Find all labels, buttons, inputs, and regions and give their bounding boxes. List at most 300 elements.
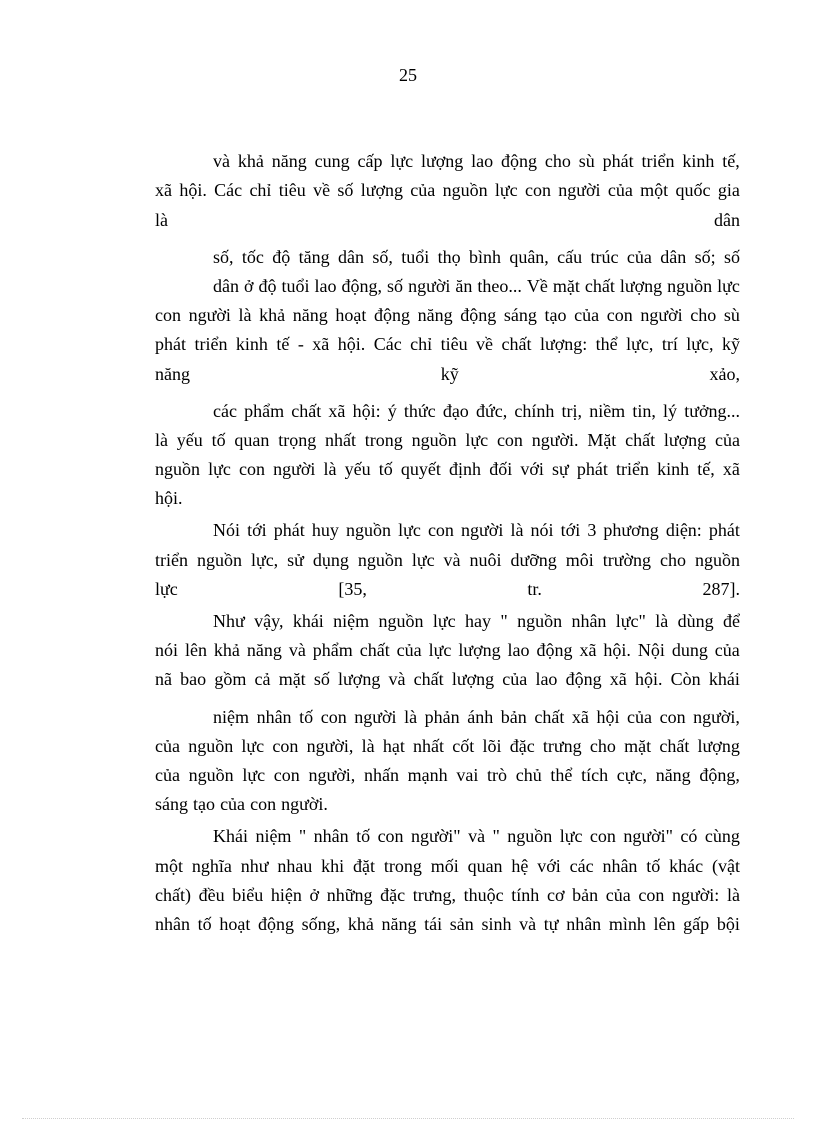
word: nguồn: [357, 549, 403, 570]
word: của: [502, 669, 528, 690]
word: phẩm: [312, 640, 353, 661]
word: lực: [494, 180, 518, 201]
word: tự: [543, 913, 559, 934]
word: năng: [246, 640, 282, 661]
word: [35,: [338, 578, 367, 599]
text-line: [155, 542, 740, 571]
page-number: 25: [399, 65, 417, 85]
word: mối: [430, 855, 459, 876]
word: người.: [281, 794, 328, 815]
word: thể: [550, 764, 573, 785]
word: bản: [572, 884, 599, 905]
word: chất: [501, 334, 532, 355]
word: tạo: [193, 794, 216, 815]
word: quốc: [675, 180, 711, 201]
word: số: [337, 180, 354, 201]
text-line: [155, 269, 740, 298]
text-line: [155, 604, 740, 633]
word: con: [273, 764, 300, 785]
word: hay: [465, 611, 491, 631]
word: con: [589, 826, 616, 847]
word: lượng: [619, 275, 663, 296]
word: lao: [314, 275, 337, 296]
word: động,: [699, 764, 740, 785]
word: nhất: [413, 735, 445, 756]
word: hệ: [511, 855, 529, 876]
word: con: [155, 305, 181, 326]
word: năng: [655, 764, 691, 785]
word: mạnh: [407, 764, 448, 785]
word: con: [377, 826, 404, 847]
word: cho: [589, 735, 616, 756]
word: ở: [244, 275, 254, 296]
word: chất: [534, 706, 565, 727]
word: gồm: [214, 669, 247, 690]
word: hiện: [270, 884, 302, 905]
word: quân,: [509, 246, 549, 267]
word: nghĩa: [191, 855, 232, 876]
word: tạo: [544, 305, 567, 326]
word: tế: [276, 334, 290, 355]
word: tăng: [298, 246, 330, 267]
text-line: [155, 787, 740, 816]
word: Khái: [213, 826, 248, 847]
word: dân: [337, 246, 364, 267]
word: thể: [595, 334, 618, 355]
text-line: [155, 572, 740, 601]
word: hạt: [382, 735, 405, 756]
word: về: [313, 180, 331, 201]
word: con: [272, 735, 299, 756]
text-line: [155, 878, 740, 907]
word: nguồn: [196, 549, 242, 570]
word: quan: [234, 429, 270, 450]
word: nhất: [325, 429, 356, 450]
word: ": [500, 611, 508, 631]
word: người: [188, 305, 231, 326]
word: tố: [356, 826, 371, 847]
word: phát: [273, 520, 305, 541]
word: các: [569, 855, 594, 876]
word: tố: [197, 913, 212, 934]
word: sáng: [503, 305, 537, 326]
word: nguồn: [507, 826, 553, 847]
text-line: [155, 452, 740, 481]
bottom-rule: [22, 1118, 794, 1119]
word: có: [680, 826, 698, 847]
word: tích: [581, 764, 609, 785]
word: số;: [694, 246, 716, 267]
word: bao: [180, 669, 207, 690]
word: tái: [424, 913, 443, 934]
word: của: [155, 735, 180, 756]
text-line: [155, 662, 740, 691]
body-text: [155, 144, 740, 936]
word: kinh: [657, 459, 690, 480]
word: là: [404, 706, 418, 727]
word: nhân: [155, 913, 190, 934]
word: tiêu: [278, 180, 306, 201]
word: tế,: [722, 151, 740, 172]
word: lực: [717, 275, 740, 296]
word: phát: [602, 151, 634, 172]
word: lượng: [697, 735, 740, 756]
word: cơ: [546, 884, 565, 905]
word: kinh: [682, 151, 715, 172]
word: môi: [565, 549, 594, 570]
word: đặc: [380, 884, 406, 905]
word: yếu: [344, 459, 371, 480]
word: phát: [708, 520, 740, 541]
word: niệm: [333, 611, 370, 631]
word: khả: [347, 913, 374, 934]
word: số: [313, 669, 330, 690]
word: lượng: [360, 180, 403, 201]
word: phát: [155, 334, 186, 355]
word: lực: [241, 735, 265, 756]
word: bình: [468, 246, 501, 267]
word: động,: [341, 275, 383, 296]
text-line: [155, 481, 740, 510]
text-line: [155, 633, 740, 662]
word: động: [460, 305, 497, 326]
word: người: [273, 459, 316, 480]
word: (vật: [711, 855, 740, 876]
word: người": [411, 826, 461, 847]
word: định: [449, 459, 482, 480]
word: đều: [198, 884, 225, 905]
word: nguồn: [694, 549, 740, 570]
word: của: [410, 180, 436, 201]
word: ": [492, 826, 500, 847]
word: của: [627, 706, 653, 727]
word: phát: [576, 459, 608, 480]
word: một: [640, 180, 669, 201]
word: động: [374, 305, 411, 326]
word: sự: [551, 459, 569, 480]
word: xã: [328, 400, 346, 421]
word: xã: [155, 180, 172, 201]
word: hội.: [603, 640, 631, 661]
word: sù: [578, 151, 595, 172]
word: chỉ: [249, 180, 272, 201]
word: tố: [646, 855, 661, 876]
word: người: [640, 305, 683, 326]
word: dung: [671, 640, 708, 661]
word: đức,: [475, 400, 508, 421]
word: con: [239, 459, 265, 480]
word: với: [537, 855, 561, 876]
word: người: [354, 706, 397, 727]
word: theo...: [477, 275, 522, 296]
word: người: [408, 275, 451, 296]
word: người.: [531, 429, 579, 450]
word: tố: [378, 459, 393, 480]
word: nguồn: [155, 459, 200, 480]
word: là: [238, 305, 252, 326]
word: dân: [714, 209, 740, 230]
word: lượng: [338, 669, 381, 690]
word: nguồn: [188, 764, 234, 785]
word: kỹ: [721, 334, 740, 355]
word: tiêu: [440, 334, 468, 355]
text-line: [155, 173, 740, 202]
word: cốt: [452, 735, 475, 756]
word: ở: [309, 884, 320, 905]
word: con: [606, 305, 633, 326]
text-line: [155, 394, 740, 423]
text-line: [155, 423, 740, 452]
word: khả: [259, 305, 286, 326]
word: thức: [403, 400, 436, 421]
word: hoạt: [219, 913, 251, 934]
word: của: [607, 180, 633, 201]
word: nguồn: [667, 275, 713, 296]
word: quan: [467, 855, 503, 876]
word: phương: [603, 520, 659, 541]
word: về: [476, 334, 494, 355]
word: lực: [559, 826, 583, 847]
word: lực: [411, 549, 435, 570]
word: gia: [717, 180, 740, 201]
word: người: [558, 180, 601, 201]
word: lực: [390, 151, 414, 172]
text-line: [155, 356, 740, 385]
word: con: [320, 706, 347, 727]
word: tin,: [632, 400, 656, 421]
word: dùng: [677, 611, 714, 631]
word: của: [220, 794, 246, 815]
word: là: [323, 459, 337, 480]
word: cả: [254, 669, 271, 690]
word: ăn: [455, 275, 473, 296]
word: khái: [708, 669, 740, 690]
word: kinh: [235, 334, 268, 355]
word: xã: [312, 334, 330, 355]
word: khác: [669, 855, 704, 876]
word: bội: [716, 913, 740, 934]
word: Về: [526, 275, 548, 296]
word: sù: [723, 305, 740, 326]
word: người": [623, 826, 673, 847]
word: người,: [693, 706, 740, 727]
word: người,: [306, 735, 354, 756]
word: trúc: [590, 246, 619, 267]
word: và: [443, 549, 461, 570]
word: triển: [155, 549, 188, 570]
word: nhân: [566, 913, 602, 934]
word: năng: [417, 305, 453, 326]
word: lượng: [451, 669, 495, 690]
word: người,: [308, 764, 356, 785]
word: của: [714, 429, 740, 450]
word: tính: [511, 884, 540, 905]
word: xã: [722, 459, 740, 480]
text-line: [155, 907, 740, 936]
word: lực: [242, 764, 266, 785]
word: con: [524, 180, 551, 201]
word: mặt: [624, 735, 652, 756]
word: con: [659, 706, 686, 727]
word: lực: [398, 520, 421, 541]
word: là: [655, 611, 669, 631]
word: lực,: [626, 334, 654, 355]
word: khả: [237, 151, 264, 172]
word: cung: [314, 151, 350, 172]
word: những: [326, 884, 373, 905]
word: trí: [661, 334, 678, 355]
word: cấp: [357, 151, 383, 172]
word: và: [388, 669, 406, 690]
word: Còn: [670, 669, 701, 690]
word: đối: [489, 459, 513, 480]
word: chính: [514, 400, 555, 421]
word: một: [155, 855, 184, 876]
word: nguồn: [517, 611, 563, 631]
word: Nói: [213, 520, 240, 541]
word: lượng: [458, 640, 501, 661]
word: khái: [292, 611, 324, 631]
word: để: [722, 611, 740, 631]
text-line: [155, 848, 740, 877]
word: động: [536, 640, 573, 661]
word: độ: [258, 275, 277, 296]
word: của: [605, 884, 631, 905]
word: số,: [372, 246, 393, 267]
word: chất: [659, 735, 690, 756]
word: lên: [653, 913, 676, 934]
text-line: [155, 699, 740, 728]
word: người:: [672, 884, 720, 905]
word: chủ: [515, 764, 542, 785]
word: con: [496, 429, 523, 450]
word: Nội: [637, 640, 665, 661]
word: số: [723, 246, 740, 267]
word: và: [288, 640, 306, 661]
word: lõi: [482, 735, 502, 756]
word: biểu: [232, 884, 264, 905]
word: 287].: [702, 578, 740, 599]
word: năng: [381, 913, 417, 934]
word: trong: [383, 855, 422, 876]
word: vậy,: [254, 611, 284, 631]
word: nuôi: [469, 549, 502, 570]
word: là: [155, 429, 168, 450]
word: -: [297, 334, 304, 355]
word: lực,: [686, 334, 714, 355]
word: chất: [291, 400, 322, 421]
word: năng: [271, 151, 307, 172]
text-line: [155, 240, 740, 269]
word: trò: [487, 764, 508, 785]
word: hội.: [179, 180, 207, 201]
word: gấp: [683, 913, 710, 934]
word: dân: [213, 275, 239, 296]
word: hội.: [337, 334, 366, 355]
word: lực": [615, 611, 646, 631]
word: dân: [660, 246, 687, 267]
word: là: [155, 209, 168, 230]
text-line: [155, 758, 740, 787]
word: và: [519, 913, 537, 934]
word: hội.: [634, 669, 663, 690]
word: trưng: [542, 735, 582, 756]
word: vai: [456, 764, 479, 785]
word: lực: [208, 459, 231, 480]
text-line: [155, 298, 740, 327]
word: lực: [428, 640, 452, 661]
word: là: [361, 735, 375, 756]
word: động: [501, 151, 538, 172]
word: lao: [507, 640, 530, 661]
word: động: [565, 669, 602, 690]
word: phản: [424, 706, 460, 727]
word: chất: [413, 669, 444, 690]
word: thọ: [437, 246, 461, 267]
word: dưỡng: [510, 549, 557, 570]
word: và: [468, 826, 486, 847]
word: niệm: [255, 826, 292, 847]
text-line: [155, 202, 740, 231]
word: hội.: [155, 488, 183, 509]
word: 3: [587, 520, 597, 541]
word: lực: [465, 429, 489, 450]
word: và: [213, 151, 230, 172]
word: như: [240, 855, 269, 876]
word: khi: [321, 855, 345, 876]
word: nói: [155, 640, 179, 661]
word: nhau: [277, 855, 313, 876]
word: trong: [364, 429, 403, 450]
word: đặc: [509, 735, 535, 756]
word: nguồn: [345, 520, 391, 541]
word: độ: [272, 246, 291, 267]
word: lượng: [420, 151, 464, 172]
word: tốc: [241, 246, 264, 267]
word: nguồn: [411, 429, 457, 450]
text-line: [155, 513, 740, 542]
word: tố: [299, 706, 314, 727]
word: nhân: [602, 855, 638, 876]
word: số: [387, 275, 404, 296]
word: tế,: [697, 459, 715, 480]
word: mình: [608, 913, 646, 934]
word: các: [213, 400, 237, 421]
word: chất: [584, 275, 615, 296]
word: đạo: [442, 400, 469, 421]
word: trưng,: [412, 884, 457, 905]
word: lượng:: [539, 334, 588, 355]
word: tố: [211, 429, 226, 450]
word: ": [298, 826, 307, 847]
word: trị,: [561, 400, 583, 421]
word: lý: [663, 400, 678, 421]
word: xã: [571, 706, 589, 727]
word: lao: [535, 669, 558, 690]
word: kỹ: [440, 363, 459, 384]
word: sáng: [155, 794, 188, 815]
word: hội:: [352, 400, 381, 421]
word: xã: [609, 669, 627, 690]
word: của: [155, 764, 180, 785]
word: sản: [449, 913, 474, 934]
word: của: [714, 640, 740, 661]
word: mặt: [552, 275, 580, 296]
word: xã: [579, 640, 597, 661]
word: triển: [194, 334, 228, 355]
word: nguồn: [188, 735, 234, 756]
word: Mặt: [587, 429, 617, 450]
